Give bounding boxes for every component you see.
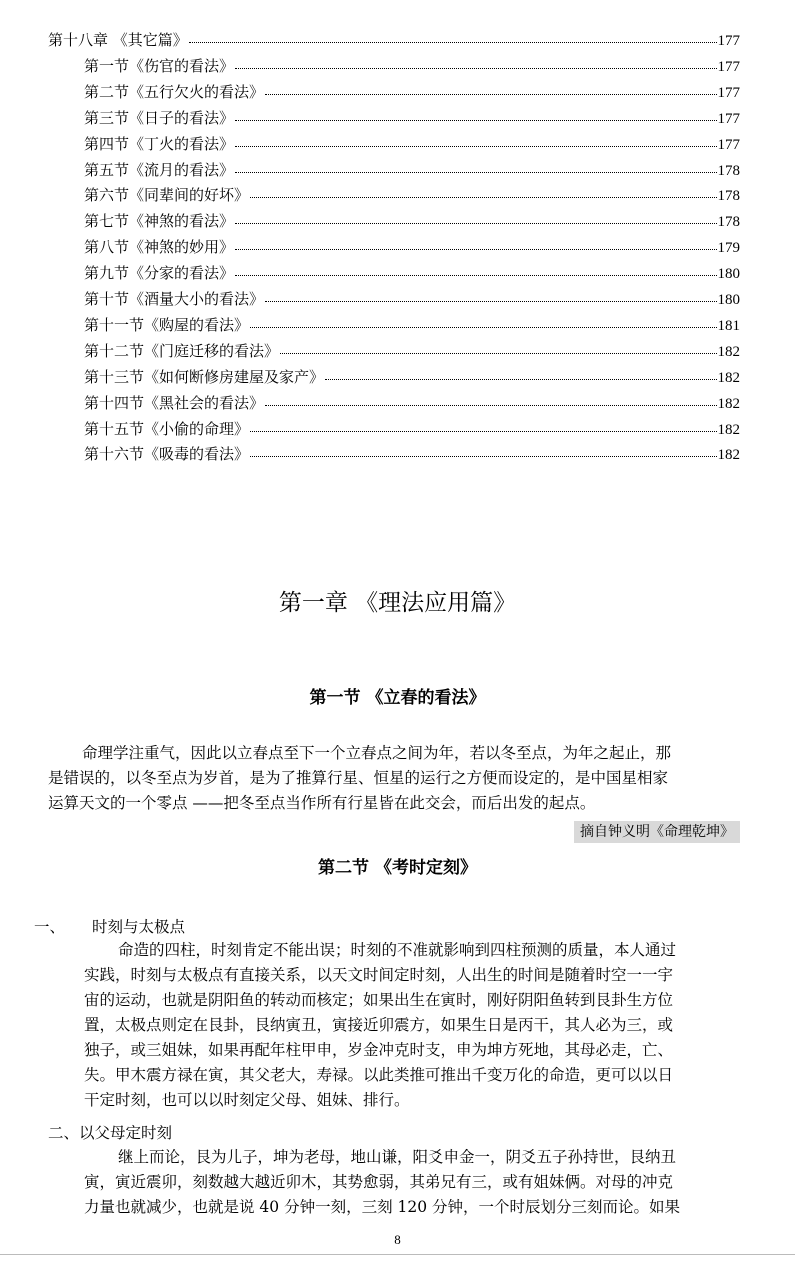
toc-page-number: 182 xyxy=(717,395,740,412)
subheading-2: 二、以父母定时刻 xyxy=(48,1124,173,1142)
toc-page-number: 180 xyxy=(717,266,740,283)
subheading-title: 时刻与太极点 xyxy=(92,918,186,936)
toc-page-number: 182 xyxy=(717,421,740,438)
paragraph-line: 运算天文的一个零点 ——把冬至点当作所有行星皆在此交会，而后出发的起点。 xyxy=(48,794,596,812)
toc-entry-label: 第十五节《小偷的命理》 xyxy=(84,419,250,438)
toc-page-number: 177 xyxy=(717,33,740,49)
toc-entry-label: 第九节《分家的看法》 xyxy=(84,264,235,283)
toc-section-entry[interactable] xyxy=(84,211,740,231)
toc-page-number: 177 xyxy=(717,84,740,101)
toc-section-entry[interactable] xyxy=(84,289,740,309)
toc-page-number: 177 xyxy=(717,58,740,75)
toc-entry-label: 第七节《神煞的看法》 xyxy=(84,212,235,231)
toc-entry-label: 第二节《五行欠火的看法》 xyxy=(84,82,265,101)
subheading-number: 一、 xyxy=(34,918,66,936)
section-1-paragraph xyxy=(48,741,741,816)
toc-dot-leader xyxy=(250,443,716,457)
toc-section-entry[interactable] xyxy=(84,134,740,154)
toc-entry-label: 第五节《流月的看法》 xyxy=(84,160,235,179)
toc-entry-label: 第八节《神煞的妙用》 xyxy=(84,238,235,257)
toc-section-entry[interactable] xyxy=(84,108,740,128)
toc-dot-leader xyxy=(265,288,716,302)
chapter-title: 第一章 《理法应用篇》 xyxy=(278,590,517,616)
toc-dot-leader xyxy=(235,210,716,224)
paragraph-line: 失。甲木震方禄在寅，其父老大，寿禄。以此类推可推出千变万化的命造，更可以以日 xyxy=(84,1066,674,1084)
paragraph-line: 置，太极点则定在艮卦，艮纳寅丑，寅接近卯震方，如果生日是丙干，其人必为三，或 xyxy=(84,1016,674,1034)
toc-section-entry[interactable] xyxy=(84,393,740,413)
page-bottom-rule xyxy=(0,1254,795,1255)
toc-section-entry[interactable] xyxy=(84,237,740,257)
toc-section-entry[interactable] xyxy=(84,82,740,102)
toc-entry-label: 第十二节《门庭迁移的看法》 xyxy=(84,341,280,360)
toc-dot-leader xyxy=(235,107,716,121)
paragraph-line: 寅，寅近震卯，刻数越大越近卯木，其势愈弱，其弟兄有三，或有姐妹俩。对母的冲克 xyxy=(84,1173,674,1191)
toc-page-number: 182 xyxy=(717,447,740,464)
toc-section-entry[interactable] xyxy=(84,315,740,335)
toc-section-entry[interactable] xyxy=(84,341,740,361)
page-number: 8 xyxy=(394,1232,401,1247)
source-attribution: 摘自钟义明《命理乾坤》 xyxy=(574,821,740,843)
toc-entry-label: 第十八章 《其它篇》 xyxy=(48,31,188,49)
toc-dot-leader xyxy=(235,159,716,173)
paragraph-line: 命理学注重气，因此以立春点至下一个立春点之间为年，若以冬至点，为年之起止，那 xyxy=(82,744,672,762)
toc-chapter-entry[interactable] xyxy=(48,30,740,50)
toc-page-number: 178 xyxy=(717,162,740,179)
section-title-2: 第二节 《考时定刻》 xyxy=(318,858,477,878)
toc-dot-leader xyxy=(250,418,716,432)
toc-dot-leader xyxy=(265,81,716,95)
toc-section-entry[interactable] xyxy=(84,367,740,387)
toc-dot-leader xyxy=(325,366,716,380)
toc-section-entry[interactable] xyxy=(84,444,740,464)
toc-dot-leader xyxy=(250,314,716,328)
toc-entry-label: 第六节《同辈间的好坏》 xyxy=(84,186,250,205)
toc-dot-leader xyxy=(265,392,716,406)
toc-entry-label: 第四节《丁火的看法》 xyxy=(84,134,235,153)
toc-dot-leader xyxy=(235,133,716,147)
toc-page-number: 182 xyxy=(717,369,740,386)
toc-dot-leader xyxy=(280,340,716,354)
toc-page-number: 177 xyxy=(717,136,740,153)
paragraph-line: 命造的四柱，时刻肯定不能出误；时刻的不准就影响到四柱预测的质量，本人通过 xyxy=(118,941,677,959)
toc-entry-label: 第三节《日子的看法》 xyxy=(84,108,235,127)
toc-dot-leader xyxy=(250,184,716,198)
toc-entry-label: 第十六节《吸毒的看法》 xyxy=(84,445,250,464)
toc-entry-label: 第十一节《购屋的看法》 xyxy=(84,315,250,334)
toc-section-entry[interactable] xyxy=(84,185,740,205)
toc-page-number: 178 xyxy=(717,214,740,231)
toc-dot-leader xyxy=(189,29,717,43)
toc-page-number: 179 xyxy=(717,240,740,257)
section-2-paragraph-1 xyxy=(84,938,741,1113)
toc-page-number: 182 xyxy=(717,343,740,360)
section-2-paragraph-2 xyxy=(84,1145,741,1220)
toc-section-entry[interactable] xyxy=(84,263,740,283)
paragraph-line: 干定时刻，也可以以时刻定父母、姐妹、排行。 xyxy=(84,1091,410,1109)
toc-dot-leader xyxy=(235,236,716,250)
toc-dot-leader xyxy=(235,262,716,276)
toc-page-number: 180 xyxy=(717,292,740,308)
toc-section-entry[interactable] xyxy=(84,56,740,76)
paragraph-line: 是错误的，以冬至点为岁首，是为了推算行星、恒星的运行之方便而设定的，是中国星相家 xyxy=(48,769,669,787)
toc-entry-label: 第十三节《如何断修房建屋及家产》 xyxy=(84,367,325,386)
toc-entry-label: 第十四节《黑社会的看法》 xyxy=(84,393,265,412)
paragraph-line: 力量也就减少，也就是说 40 分钟一刻，三刻 120 分钟，一个时辰划分三刻而论。如果 xyxy=(84,1198,681,1216)
toc-entry-label: 第十节《酒量大小的看法》 xyxy=(84,290,265,308)
paragraph-line: 宙的运动，也就是阴阳鱼的转动而核定；如果出生在寅时，刚好阴阳鱼转到艮卦生方位 xyxy=(84,991,674,1009)
toc-section-entry[interactable] xyxy=(84,419,740,439)
paragraph-line: 独子，或三姐妹，如果再配年柱甲申，岁金冲克时支，申为坤方死地，其母必走，亡、 xyxy=(84,1041,674,1059)
toc-entry-label: 第一节《伤官的看法》 xyxy=(84,56,235,75)
toc-page-number: 181 xyxy=(717,317,740,334)
section-title-1: 第一节 《立春的看法》 xyxy=(309,688,486,708)
toc-page-number: 178 xyxy=(717,188,740,205)
toc-section-entry[interactable] xyxy=(84,160,740,180)
paragraph-line: 实践，时刻与太极点有直接关系，以天文时间定时刻，人出生的时间是随着时空一一宇 xyxy=(84,966,674,984)
paragraph-line: 继上而论，艮为儿子，坤为老母，地山谦，阳爻申金一，阴爻五子孙持世，艮纳丑 xyxy=(118,1148,677,1166)
toc-dot-leader xyxy=(235,55,716,69)
toc-page-number: 177 xyxy=(717,110,740,127)
